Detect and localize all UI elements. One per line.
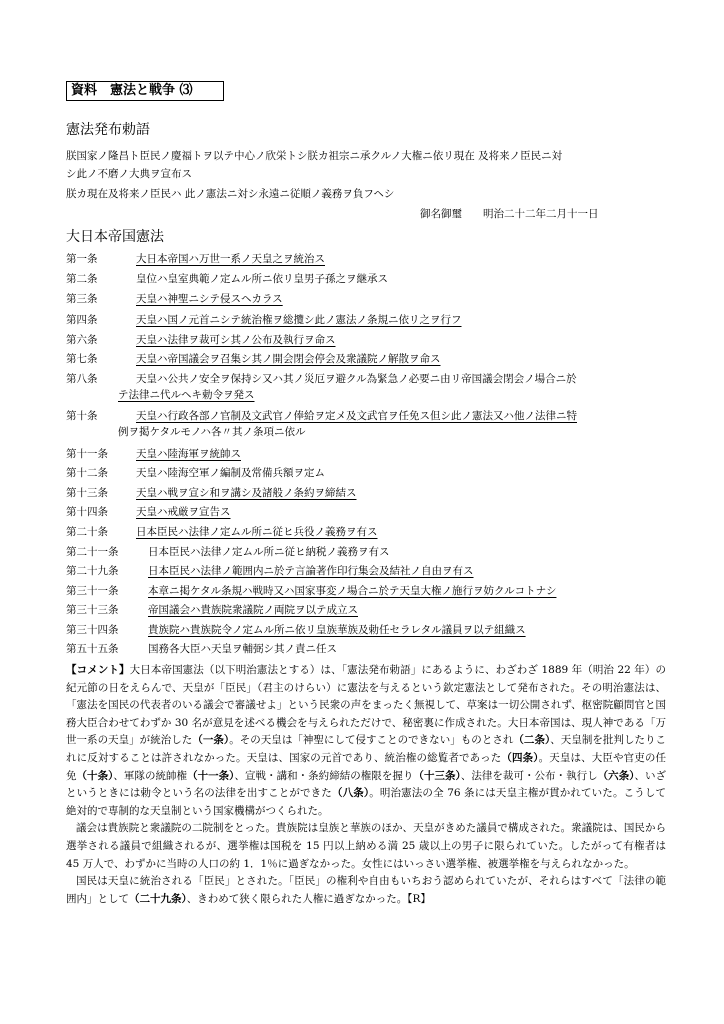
article-text: 天皇ハ神聖ニシテ侵スヘカラス bbox=[136, 293, 283, 305]
article-number: 第三十四条 bbox=[66, 624, 119, 636]
article-text: 貴族院ハ貴族院令ノ定ムル所ニ依リ皇族華族及勅任セラレタル議員ヲ以テ組織ス bbox=[148, 624, 526, 636]
commentary-text: 、いざというときには勅令という名の法律を出すことができた bbox=[66, 769, 667, 800]
commentary bbox=[66, 662, 666, 908]
article-row bbox=[66, 372, 666, 404]
article-number: 第四条 bbox=[66, 314, 98, 326]
commentary-text: 大日本帝国憲法（以下明治憲法とする）は、「憲法発布勅語」にあるように、わざわざ 1889 年（明治 22 年）の紀元節の日をえらんで、天皇が「臣民」（君主のけらい）に憲法を与えるという欽定憲法として発布された。その明治憲法は、「憲法を国民の代表者のいる議会で審議せよ」という民衆の声をまったく無視して、草案は一切公開されず、枢密院顧問官と国務大臣合わせてわずか 30 名が意見を述べる機会を与えられただけで、秘密裏に作成された。大日本帝国は、現人神である「万世一系の天皇」が統治した bbox=[66, 664, 667, 747]
commentary-paragraph-2: 議会は貴族院と衆議院の二院制をとった。貴族院は皇族と華族のほか、天皇がきめた議員で構成された。衆議院は、国民から選挙される議員で組織されるが、選挙権は国税を 15 円以上納める満 25 歳以上の男子に限られていた。したがって有権者は 45 万人で、わずかに当時の人口の約 1．1％に過ぎなかった。女性にはいっさい選挙権、被選挙権を与えられなかった。 bbox=[66, 822, 666, 870]
commentary-text: 。天皇は、大臣や官吏の任免 bbox=[66, 751, 667, 782]
commentary-text: 、法律を裁可・公布・執行し bbox=[460, 769, 598, 782]
article-text: 大日本帝国ハ万世一系ノ天皇之ヲ統治ス bbox=[136, 253, 325, 265]
commentary-text: 、天皇制を批判したりこれに反対することは許されなかった。天皇は、国家の元首であり、統治権の総覧者であった bbox=[66, 734, 667, 764]
article-number: 第二十九条 bbox=[66, 565, 119, 577]
article-text: 日本臣民ハ法律ノ定ムル所ニ従ヒ兵役ノ義務ヲ有ス bbox=[136, 526, 378, 538]
commentary-label: 【コメント】 bbox=[66, 664, 130, 676]
article-reference: （一条） bbox=[192, 734, 230, 747]
article-text: 天皇ハ陸海軍ヲ統帥ス bbox=[136, 448, 241, 460]
commentary-text: 、軍隊の統帥権 bbox=[113, 769, 188, 782]
rescript-signature: 御名御璽 明治二十二年二月十一日 bbox=[420, 208, 599, 220]
article-row bbox=[66, 409, 666, 441]
article-text: 国務各大臣ハ天皇ヲ輔弼シ其ノ責ニ任ス bbox=[148, 643, 337, 655]
article-text: 日本臣民ハ法律ノ範囲内ニ於テ言論著作印行集会及結社ノ自由ヲ有ス bbox=[148, 565, 474, 577]
article-number: 第三十三条 bbox=[66, 604, 119, 616]
article-text: 本章ニ掲ケタル条規ハ戦時又ハ国家事変ノ場合ニ於テ天皇大権ノ施行ヲ妨クルコトナシ bbox=[148, 585, 557, 597]
article-text: 天皇ハ戦ヲ宣シ和ヲ講シ及諸般ノ条約ヲ締結ス bbox=[136, 487, 357, 499]
article-reference: （十条） bbox=[76, 769, 114, 782]
article-reference: （二十九条） bbox=[129, 892, 187, 905]
article-number: 第三十一条 bbox=[66, 585, 119, 597]
commentary-paragraph-1 bbox=[66, 662, 666, 820]
commentary-paragraph-3 bbox=[66, 873, 666, 908]
article-reference: （二条） bbox=[513, 734, 551, 747]
article-number: 第十二条 bbox=[66, 467, 108, 479]
article-number: 第六条 bbox=[66, 334, 98, 346]
commentary-text: 。明治憲法の全 76 条には天皇主権が貫かれていた。こうして絶対的で専制的な天皇制という国家機構がつくられた。 bbox=[66, 787, 666, 817]
commentary-text: 。その天皇は「神聖にして侵すことのできない」ものとされ bbox=[229, 734, 514, 747]
article-number: 第二十条 bbox=[66, 526, 108, 538]
article-text: 天皇ハ陸海空軍ノ編制及常備兵額ヲ定ム bbox=[136, 467, 325, 479]
commentary-text: 、きわめて狭く限られた人権に過ぎなかった。【R】 bbox=[186, 892, 431, 905]
article-text-continued: テ法律ニ代ルヘキ勅令ヲ発ス bbox=[118, 389, 255, 401]
article-number: 第十四条 bbox=[66, 506, 108, 518]
article-number: 第二十一条 bbox=[66, 546, 119, 558]
article-reference: （六条） bbox=[597, 769, 635, 782]
article-text: 皇位ハ皇室典範ノ定ムル所ニ依リ皇男子孫之ヲ継承ス bbox=[136, 273, 388, 285]
article-text: 天皇ハ法律ヲ裁可シ其ノ公布及執行ヲ命ス bbox=[136, 334, 336, 346]
article-number: 第七条 bbox=[66, 353, 98, 365]
rescript-line-1: 朕国家ノ隆昌ト臣民ノ慶福トヲ以テ中心ノ欣栄トシ朕カ祖宗ニ承クルノ大権ニ依リ現在 及将来ノ臣民ニ対 bbox=[66, 150, 563, 162]
article-number: 第二条 bbox=[66, 273, 98, 285]
article-text: 帝国議会ハ貴族院衆議院ノ両院ヲ以テ成立ス bbox=[148, 604, 358, 616]
article-text: 天皇ハ公共ノ安全ヲ保持シ又ハ其ノ災厄ヲ避クル為緊急ノ必要ニ由リ帝国議会閉会ノ場合ニ於 bbox=[136, 373, 577, 385]
article-number: 第三条 bbox=[66, 293, 98, 305]
article-number: 第十三条 bbox=[66, 487, 108, 499]
article-text: 日本臣民ハ法律ノ定ムル所ニ従ヒ納税ノ義務ヲ有ス bbox=[148, 546, 390, 558]
section-heading-constitution: 大日本帝国憲法 bbox=[66, 229, 164, 245]
article-number: 第八条 bbox=[66, 373, 98, 385]
article-number: 第五十五条 bbox=[66, 643, 119, 655]
article-text: 天皇ハ行政各部ノ官制及文武官ノ俸給ヲ定メ及文武官ヲ任免ス但シ此ノ憲法又ハ他ノ法律ニ特 bbox=[136, 410, 577, 422]
article-reference: （八条） bbox=[331, 787, 370, 800]
article-text-continued: 例ヲ掲ケタルモノハ各〃其ノ条項ニ依ル bbox=[118, 426, 306, 438]
article-reference: （四条） bbox=[501, 751, 539, 764]
section-heading-rescript: 憲法発布勅語 bbox=[66, 122, 150, 138]
article-reference: （十一条） bbox=[187, 769, 235, 782]
article-text: 天皇ハ帝国議会ヲ召集シ其ノ開会閉会停会及衆議院ノ解散ヲ命ス bbox=[136, 353, 441, 365]
article-text: 天皇ハ戒厳ヲ宣告ス bbox=[136, 506, 231, 518]
article-number: 第十一条 bbox=[66, 448, 108, 460]
commentary-text: 、宣戦・講和・条約締結の権限を握り bbox=[234, 769, 414, 782]
document-title: 資料 憲法と戦争 ⑶ bbox=[66, 81, 224, 101]
rescript-line-2: シ此ノ不磨ノ大典ヲ宣布ス bbox=[66, 168, 192, 180]
article-text: 天皇ハ国ノ元首ニシテ統治権ヲ総攬シ此ノ憲法ノ条規ニ依リ之ヲ行フ bbox=[136, 314, 462, 326]
article-number: 第十条 bbox=[66, 410, 98, 422]
article-number: 第一条 bbox=[66, 253, 98, 265]
rescript-line-3: 朕カ現在及将来ノ臣民ハ 此ノ憲法ニ対シ永遠ニ従順ノ義務ヲ負フヘシ bbox=[66, 188, 395, 200]
commentary-text: 国民は天皇に統治される「臣民」とされた。「臣民」の権利や自由もいちおう認められていたが、それらはすべて「法律の範囲内」として bbox=[66, 875, 666, 905]
article-reference: （十三条） bbox=[413, 769, 461, 782]
